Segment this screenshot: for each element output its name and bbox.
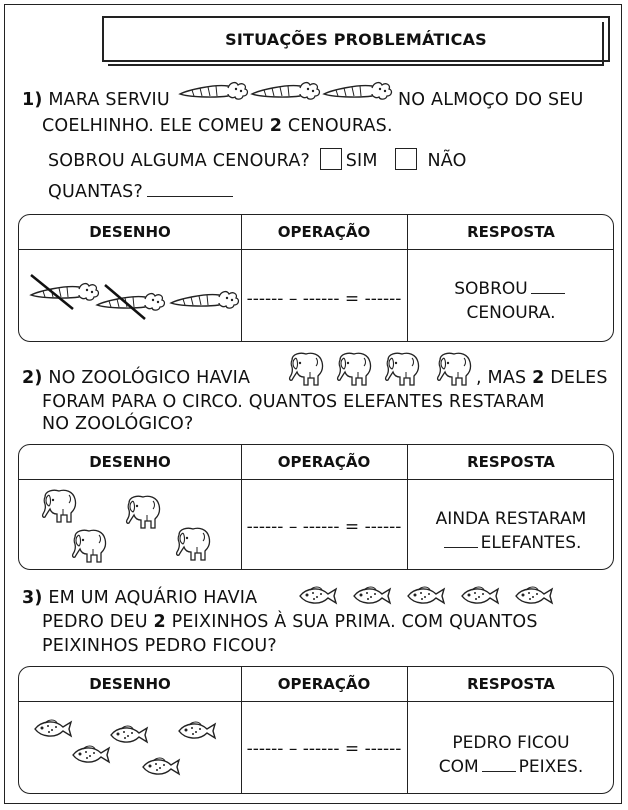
yes-checkbox[interactable] <box>320 148 342 170</box>
q3-line2: PEDRO DEU 2 PEIXINHOS À SUA PRIMA. COM QUANTOS <box>42 612 538 632</box>
no-checkbox[interactable] <box>395 148 417 170</box>
q1-quantas-blank[interactable] <box>147 182 233 197</box>
fish-icon <box>73 746 109 762</box>
q2-header-resposta: RESPOSTA <box>467 453 555 471</box>
q1-line2-a: COELHINHO. ELE COMEU <box>42 116 270 136</box>
q1-drawing <box>23 267 239 327</box>
q3-table <box>18 666 614 794</box>
q2-line2: FORAM PARA O CIRCO. QUANTOS ELEFANTES RESTARAM <box>42 392 545 412</box>
q2-answer <box>407 507 614 555</box>
q2-line3: NO ZOOLÓGICO? <box>42 414 194 434</box>
q1-table <box>18 214 614 342</box>
q1-line2 <box>42 116 393 136</box>
elephant-icon <box>177 528 210 560</box>
q3-operation[interactable]: ------ – ------ = ------ <box>246 739 402 759</box>
q1-text-a: MARA SERVIU <box>48 90 170 110</box>
q3-answer-2b: PEIXES. <box>518 757 584 777</box>
elephant-icon <box>73 530 106 562</box>
elephant-icon <box>43 490 76 522</box>
q3-text-a: EM UM AQUÁRIO HAVIA <box>48 588 258 608</box>
q1-question: SOBROU ALGUMA CENOURA? <box>48 151 310 171</box>
q3-header-resposta: RESPOSTA <box>467 675 555 693</box>
fish-icon <box>300 587 336 603</box>
q2-operation[interactable]: ------ – ------ = ------ <box>246 517 402 537</box>
q3-drawing <box>31 713 235 789</box>
q3-answer-blank[interactable] <box>482 759 516 772</box>
q2-drawing <box>33 485 233 569</box>
q1-header-desenho: DESENHO <box>89 223 171 241</box>
q2-line1 <box>22 368 250 388</box>
q3-header-desenho: DESENHO <box>89 675 171 693</box>
page-title: SITUAÇÕES PROBLEMÁTICAS <box>225 30 487 49</box>
q3-number: 3) <box>22 588 43 608</box>
q2-text-a: NO ZOOLÓGICO HAVIA <box>48 368 251 388</box>
q1-operation[interactable]: ------ – ------ = ------ <box>246 289 402 309</box>
q1-answer-2: CENOURA. <box>466 303 556 323</box>
yes-label: SIM <box>345 151 378 171</box>
q3-bold: 2 <box>153 612 166 632</box>
q1-answer-1: SOBROU <box>454 279 528 299</box>
q3-line3: PEIXINHOS PEDRO FICOU? <box>42 636 277 656</box>
carrot-icon <box>171 292 238 309</box>
q1-line3 <box>48 148 467 171</box>
fish-icon <box>408 587 444 603</box>
carrot-icon <box>31 284 98 301</box>
carrot-icon <box>324 83 391 100</box>
elephant-icon <box>290 353 323 385</box>
q1-header-operacao: OPERAÇÃO <box>277 223 371 241</box>
no-label: NÃO <box>427 151 467 171</box>
q2-text-b: , MAS 2 DELES <box>476 368 608 388</box>
elephant-icon <box>338 353 371 385</box>
fish-icon <box>516 587 552 603</box>
q1-line2-b: CENOURAS. <box>282 116 393 136</box>
elephant-icon <box>127 496 160 528</box>
fish-icon <box>462 587 498 603</box>
q2-number: 2) <box>22 368 43 388</box>
q3-fish-inline <box>298 584 560 608</box>
fish-icon <box>179 722 215 738</box>
q3-line1 <box>22 588 257 608</box>
q3-answer <box>407 731 614 779</box>
q2-header-desenho: DESENHO <box>89 453 171 471</box>
q1-line1 <box>22 90 170 110</box>
q2-bold: 2 <box>532 368 545 388</box>
q1-quantas: QUANTAS? <box>48 182 143 202</box>
q2-answer-2: ELEFANTES. <box>480 533 582 553</box>
q1-text-b: NO ALMOÇO DO SEU <box>398 90 584 110</box>
q2-answer-blank[interactable] <box>444 535 478 548</box>
q3-answer-1: PEDRO FICOU <box>452 733 570 753</box>
elephant-icon <box>386 353 419 385</box>
fish-icon <box>111 726 147 742</box>
q1-line2-bold: 2 <box>269 116 283 136</box>
q1-answer <box>407 277 614 325</box>
carrot-icon <box>252 83 319 100</box>
title-box <box>102 16 610 62</box>
q1-answer-blank[interactable] <box>531 281 565 294</box>
elephant-icon <box>438 353 471 385</box>
q3-answer-2a: COM <box>438 757 479 777</box>
carrot-icon <box>180 83 247 100</box>
q3-header-operacao: OPERAÇÃO <box>277 675 371 693</box>
q2-table <box>18 444 614 570</box>
fish-icon <box>143 758 179 774</box>
fish-icon <box>354 587 390 603</box>
q1-carrots-inline <box>178 80 388 106</box>
fish-icon <box>35 720 71 736</box>
q2-elephants-inline <box>286 350 476 390</box>
q2-answer-1: AINDA RESTARAM <box>435 509 587 529</box>
q1-header-resposta: RESPOSTA <box>467 223 555 241</box>
q1-number: 1) <box>22 90 43 110</box>
q2-header-operacao: OPERAÇÃO <box>277 453 371 471</box>
q1-line4 <box>48 182 233 202</box>
